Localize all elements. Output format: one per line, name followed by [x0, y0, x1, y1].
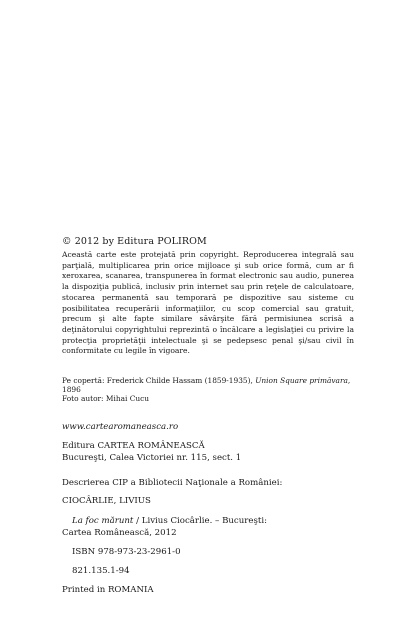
cip-header: Descrierea CIP a Bibliotecii Naţionale a României: [62, 478, 283, 488]
publisher-name: Editura CARTEA ROMÂNEASCĂ [62, 441, 205, 451]
printed-in: Printed in ROMANIA [62, 585, 154, 595]
cip-title [62, 515, 362, 539]
cip-book-title: La foc mărunt [72, 516, 134, 526]
legal-notice: Această carte este protejată prin copyright. Reproducerea integrală sau parţială, multiplicarea prin orice mijloace şi sub orice formă, cum ar fi xeroxarea, scanarea, transpunerea în format electronic sau audio, punerea la dispoziţia publică, inclusiv prin internet sau prin reţele de calculatoare, stocarea permanentă sau temporară pe dispozitive sau sisteme cu posibilitatea recuperării informaţiilor, cu scop comercial sau gratuit, precum şi alte fapte similare săvârşite fără permisiunea scrisă a deţinătorului copyrightului reprezintă o încălcare a legislaţiei cu privire la protecţia proprietăţii intelectuale şi se pedepsesc penal şi/sau civil în conformitate cu legile în vigoare. [62, 250, 354, 356]
cover-painting-title: Union Square primăvara [255, 376, 348, 385]
cover-credit-prefix: Pe copertă: Frederick Childe Hassam (1859-1935), [62, 376, 256, 385]
cover-painting-year: , 1896 [62, 376, 351, 395]
cip-title-line2: Cartea Românească, 2012 [62, 528, 177, 538]
cip-title-rest: / Livius Ciocârlie. – Bucureşti: [133, 516, 267, 526]
publisher-website[interactable]: www.cartearomaneasca.ro [62, 422, 179, 432]
photo-credit: Foto autor: Mihai Cucu [62, 394, 150, 404]
publisher-block [62, 440, 241, 464]
cover-credit [62, 376, 362, 404]
udc-code: 821.135.1-94 [72, 566, 130, 576]
cip-author: CIOCÂRLIE, LIVIUS [62, 496, 151, 506]
isbn: ISBN 978-973-23-2961-0 [72, 547, 181, 557]
copyright-line: © 2012 by Editura POLIROM [62, 236, 207, 247]
publisher-address: Bucureşti, Calea Victoriei nr. 115, sect. 1 [62, 453, 242, 463]
